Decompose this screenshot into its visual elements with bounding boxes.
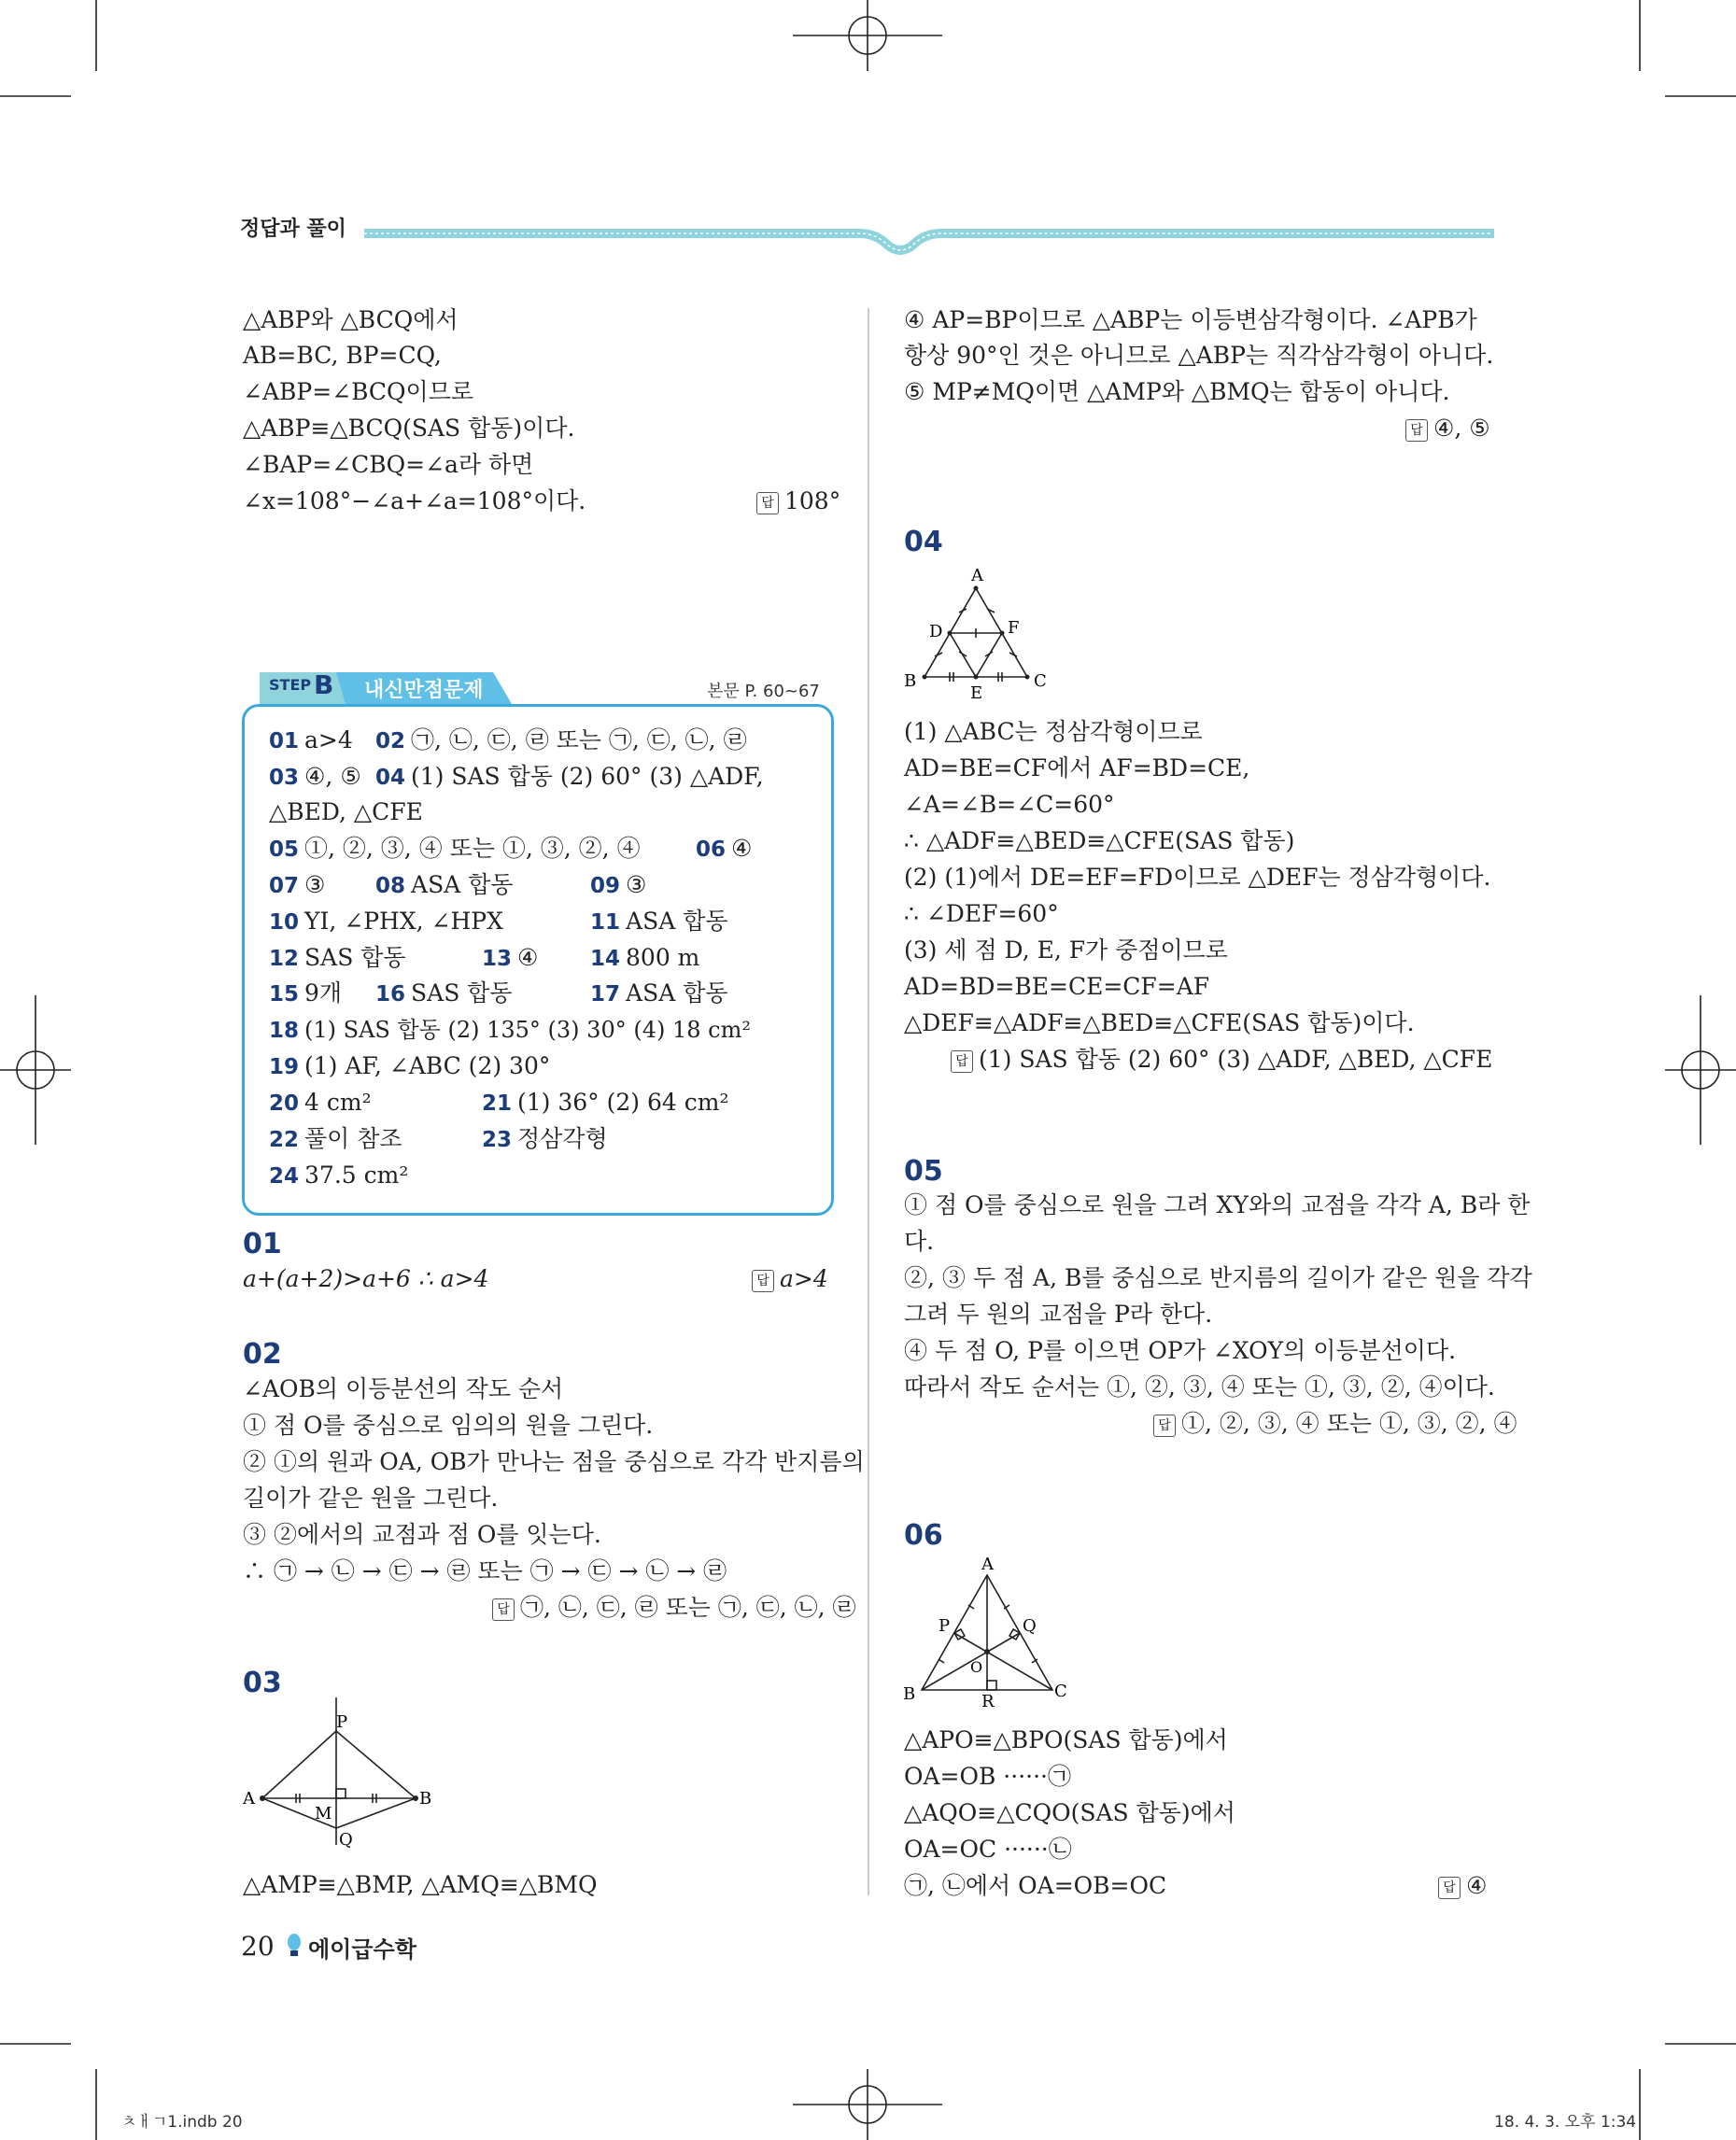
answer-row: 24 37.5 cm² (269, 1162, 409, 1189)
text-line: △DEF≡△ADF≡△BED≡△CFE(SAS 합동)이다. (904, 1009, 1415, 1036)
text-line: △AQO≡△CQO(SAS 합동)에서 (904, 1799, 1235, 1826)
column-divider (868, 308, 869, 1895)
answer (1405, 411, 1490, 446)
page-number: 20 (241, 1931, 275, 1962)
answer-row: 16 SAS 합동 (375, 979, 513, 1007)
fig-label: A (971, 566, 983, 585)
q06-figure (901, 1555, 1069, 1713)
text-line: 항상 90°인 것은 아니므로 △ABP는 직각삼각형이 아니다. (904, 342, 1494, 369)
answer-mark-icon: 답 (1405, 419, 1428, 442)
fig-label: O (970, 1658, 983, 1676)
fig-label: B (904, 671, 917, 691)
text-line: (2) (1)에서 DE=EF=FD이므로 △DEF는 정삼각형이다. (904, 864, 1491, 891)
answer-mark-icon: 답 (951, 1050, 973, 1073)
text-line: 길이가 같은 원을 그린다. (243, 1485, 499, 1512)
answer-text: (1) SAS 합동 (2) 60° (3) △ADF, △BED, △CFE (979, 1046, 1493, 1073)
text-line: ② ①의 원과 OA, OB가 만나는 점을 중심으로 각각 반지름의 (243, 1448, 865, 1475)
fig-label: P (336, 1712, 348, 1732)
answer-row: 23 정삼각형 (482, 1125, 608, 1152)
answer-row: 08 ASA 합동 (375, 871, 514, 898)
text-line: 다. (904, 1228, 935, 1255)
question-number: 02 (243, 1338, 282, 1371)
step-title: 내신만점문제 (364, 679, 484, 702)
answer-row: 01 a>4 (269, 726, 353, 753)
text-line: AD=BD=BE=CE=CF=AF (904, 973, 1210, 1000)
text-line: OA=OC ······㉡ (904, 1836, 1072, 1863)
answer (756, 484, 840, 519)
answer-row: 03 ④, ⑤ (269, 763, 361, 790)
step-label: STEP (269, 676, 312, 694)
answer-row: 22 풀이 참조 (269, 1125, 402, 1152)
answer-text: 108° (784, 487, 841, 514)
print-slug-file: ㅊㅐㄱ1.indb 20 (121, 2113, 243, 2132)
answer-row: 14 800 m (590, 944, 700, 971)
text-line: ∴ △ADF≡△BED≡△CFE(SAS 합동) (904, 827, 1295, 854)
fig-label: M (315, 1804, 332, 1823)
question-number: 01 (243, 1228, 282, 1260)
answer-row: 11 ASA 합동 (590, 908, 728, 935)
text-line: ∠AOB의 이등분선의 작도 순서 (243, 1375, 564, 1402)
answer-text: ㉠, ㉡, ㉢, ㉣ 또는 ㉠, ㉢, ㉡, ㉣ (520, 1594, 856, 1621)
answer-text: ①, ②, ③, ④ 또는 ①, ③, ②, ④ (1181, 1410, 1517, 1437)
text-line: ④ 두 점 O, P를 이으면 OP가 ∠XOY의 이등분선이다. (904, 1337, 1457, 1364)
print-slug-date: 18. 4. 3. 오후 1:34 (1494, 2113, 1637, 2132)
text-line: ∴ ∠DEF=60° (904, 900, 1059, 927)
answer-row: 12 SAS 합동 (269, 944, 406, 971)
fig-label: Q (1023, 1616, 1037, 1636)
text-line: △ABP≡△BCQ(SAS 합동)이다. (243, 415, 575, 442)
answer-text: ④, ⑤ (1433, 415, 1490, 442)
fig-label: P (939, 1616, 951, 1636)
answer-row: 19 (1) AF, ∠ABC (2) 30° (269, 1052, 551, 1079)
header-ribbon (364, 220, 1494, 258)
answer (951, 1042, 1492, 1077)
answer-text: a>4 (780, 1265, 828, 1292)
answer-row: 15 9개 (269, 979, 343, 1007)
text-line: ① 점 O를 중심으로 원을 그려 XY와의 교점을 각각 A, B라 한 (904, 1191, 1531, 1218)
text-line: ④ AP=BP이므로 △ABP는 이등변삼각형이다. ∠APB가 (904, 306, 1477, 333)
text-line: ∠x=108°−∠a+∠a=108°이다. (243, 487, 586, 514)
answer-row: 21 (1) 36° (2) 64 cm² (482, 1089, 729, 1116)
text-line: ① 점 O를 중심으로 임의의 원을 그린다. (243, 1412, 654, 1439)
text-line: ∠ABP=∠BCQ이므로 (243, 378, 473, 405)
question-number: 04 (904, 526, 943, 558)
text-line: 그려 두 원의 교점을 P라 한다. (904, 1301, 1213, 1328)
answer-row: 05 ①, ②, ③, ④ 또는 ①, ③, ②, ④ (269, 835, 641, 862)
answer-mark-icon: 답 (1438, 1877, 1461, 1899)
answer-mark-icon: 답 (756, 492, 779, 514)
fig-label: C (1054, 1682, 1067, 1701)
question-number: 06 (904, 1519, 943, 1552)
q04-figure (901, 560, 1051, 700)
answer-row: 06 ④ (696, 835, 753, 862)
answer-row: 17 ASA 합동 (590, 979, 728, 1007)
text-line: AD=BE=CF에서 AF=BD=CE, (904, 754, 1250, 781)
answer-mark-icon: 답 (752, 1270, 774, 1292)
text-line: OA=OB ······㉠ (904, 1763, 1071, 1790)
question-number: 03 (243, 1667, 282, 1699)
fig-label: R (981, 1692, 995, 1711)
page-header-title: 정답과 풀이 (240, 218, 346, 241)
answer-row: 04 (1) SAS 합동 (2) 60° (3) △ADF, (375, 763, 764, 790)
step-letter: B (314, 669, 334, 700)
text-line: 따라서 작도 순서는 ①, ②, ③, ④ 또는 ①, ③, ②, ④이다. (904, 1373, 1495, 1401)
text-line: (3) 세 점 D, E, F가 중점이므로 (904, 936, 1228, 964)
fig-label: E (970, 683, 983, 700)
text-line: △AMP≡△BMP, △AMQ≡△BMQ (243, 1871, 598, 1898)
answer-mark-icon: 답 (1153, 1415, 1176, 1437)
text-line: ∠A=∠B=∠C=60° (904, 791, 1115, 818)
answer-row: 07 ③ (269, 871, 326, 898)
text-line: AB=BC, BP=CQ, (243, 342, 442, 369)
fig-label: B (903, 1684, 916, 1704)
fig-label: D (929, 622, 943, 641)
text-line: △ABP와 △BCQ에서 (243, 306, 459, 333)
lightbulb-icon (285, 1933, 303, 1961)
fig-label: C (1034, 671, 1047, 691)
text-line: △APO≡△BPO(SAS 합동)에서 (904, 1726, 1228, 1753)
text-line: ∴ ㉠ → ㉡ → ㉢ → ㉣ 또는 ㉠ → ㉢ → ㉡ → ㉣ (243, 1557, 727, 1584)
answer-row: 02 ㉠, ㉡, ㉢, ㉣ 또는 ㉠, ㉢, ㉡, ㉣ (375, 726, 747, 753)
fig-label: A (243, 1789, 255, 1809)
answer-row: 20 4 cm² (269, 1089, 372, 1116)
text-line: (1) △ABC는 정삼각형이므로 (904, 718, 1203, 745)
answer-row: 13 ④ (482, 944, 539, 971)
fig-label: A (981, 1555, 994, 1574)
fig-label: F (1008, 618, 1020, 638)
text-line: ③ ②에서의 교점과 점 O를 잇는다. (243, 1521, 601, 1548)
text-line: ⑤ MP≠MQ이면 △AMP와 △BMQ는 합동이 아니다. (904, 378, 1450, 405)
fig-label: Q (339, 1830, 353, 1850)
q03-figure (238, 1697, 444, 1856)
answer-mark-icon: 답 (492, 1598, 515, 1621)
answer-row: 09 ③ (590, 871, 647, 898)
answer-row: 10 YI, ∠PHX, ∠HPX (269, 908, 503, 935)
text-line: a+(a+2)>a+6 ∴ a>4 (243, 1265, 489, 1292)
answer-row: △BED, △CFE (269, 798, 423, 825)
fig-label: B (419, 1789, 432, 1809)
answer (492, 1590, 856, 1626)
answer-text: ④ (1466, 1872, 1488, 1899)
text-line: ㉠, ㉡에서 OA=OB=OC (904, 1872, 1167, 1899)
text-line: ②, ③ 두 점 A, B를 중심으로 반지름의 길이가 같은 원을 각각 (904, 1264, 1532, 1291)
answer (752, 1261, 828, 1297)
answer (1438, 1868, 1487, 1904)
answer (1153, 1406, 1517, 1442)
text-line: ∠BAP=∠CBQ=∠a라 하면 (243, 451, 534, 478)
answer-row: 18 (1) SAS 합동 (2) 135° (3) 30° (4) 18 cm² (269, 1017, 751, 1043)
brand-logo-text: 에이급수학 (308, 1936, 416, 1963)
page-reference: 본문 P. 60~67 (707, 682, 820, 701)
question-number: 05 (904, 1155, 943, 1188)
